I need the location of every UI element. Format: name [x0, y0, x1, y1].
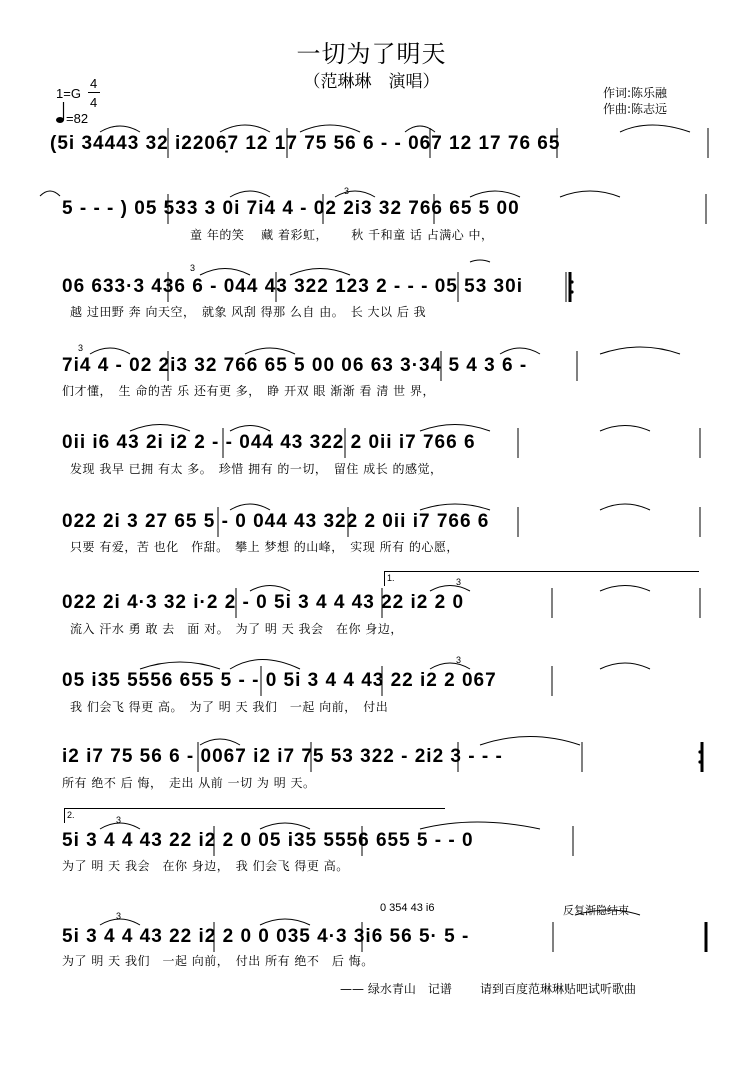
triplet-mark: 3	[344, 186, 350, 196]
lyricist-credit: 作词:陈乐融	[603, 86, 668, 100]
transcriber-credit: —— 绿水青山 记谱	[340, 982, 452, 996]
score-line-6-lyrics: 只要 有爱，苦 也化 作甜。 攀上 梦想 的山峰， 实现 所有 的心愿，	[70, 540, 459, 554]
score-line-3-notes: 06 633·3 436 6 - 044 43 322 123 2 - - - 05 53 30i	[62, 276, 523, 297]
listen-hint: 请到百度范琳琳贴吧试听歌曲	[480, 982, 637, 996]
score-line-2-lyrics: 童 年的笑 藏 着彩虹， 秋 千和童 话 占满心 中，	[190, 228, 494, 242]
triplet-mark: 3	[456, 577, 462, 587]
score-line-11-lyrics: 为了 明 天 我们 一起 向前， 付出 所有 绝不 后 悔。	[62, 954, 374, 968]
score-line-1-notes: (5i 34443 32 i2206̣7 12 17 75 56 6 - - 067 12 17 76 65	[50, 133, 561, 154]
page-subtitle: （范琳琳 演唱）	[303, 72, 440, 92]
score-line-9-notes: i2 i7 75 56 6 - 0067 i2 i7 75 53 322 - 2i2 3 - - -	[62, 746, 503, 767]
first-ending-label: 1.	[387, 573, 395, 583]
time-signature-bottom: 4	[90, 95, 98, 110]
composer-credit: 作曲:陈志远	[603, 102, 668, 116]
triplet-mark: 3	[190, 263, 196, 273]
harmony-line: 0 354 43 i6	[380, 902, 435, 914]
triplet-mark: 3	[116, 911, 122, 921]
score-line-8-notes: 05 i35 5556 655 5 - - 0 5i 3 4 4 43 22 i2 2 067	[62, 670, 497, 691]
score-line-10-notes: 5i 3 4 4 43 22 i2 2 0 05 i35 5556 655 5 - - 0	[62, 830, 474, 851]
score-line-7-lyrics: 流入 汗水 勇 敢 去 面 对。 为了 明 天 我会 在你 身边，	[70, 622, 403, 636]
tempo-marking: =82	[66, 111, 89, 126]
triplet-mark: 3	[116, 815, 122, 825]
score-line-5-lyrics: 发现 我早 已拥 有太 多。 珍惜 拥有 的一切， 留住 成长 的感觉，	[70, 462, 443, 476]
page-title: 一切为了明天	[296, 40, 447, 68]
score-line-2-notes: 5 - - - ) 05 533 3 0i 7i4 4 - 02 2i3 32 766 65 5 00	[62, 198, 520, 219]
key-signature: 1=G	[56, 86, 81, 101]
triplet-mark: 3	[456, 655, 462, 665]
score-line-6-notes: 022 2i 3 27 65 5 - 0 044 43 322 2 0ii i7 766 6	[62, 511, 490, 532]
score-line-9-lyrics: 所有 绝不 后 悔， 走出 从前 一切 为 明 天。	[62, 776, 316, 790]
score-line-7-notes: 022 2i 4·3 32 i·2 2 - 0 5i 3 4 4 43 22 i2 2 0	[62, 592, 465, 613]
score-line-4-lyrics: 们才懂， 生 命的苦 乐 还有更 多， 睁 开双 眼 渐渐 看 清 世 界，	[62, 384, 435, 398]
score-line-4-notes: 7i4 4 - 02 2i3 32 766 65 5 00 06 63 3·34 5 4 3 6 -	[62, 355, 528, 376]
score-line-8-lyrics: 我 们会飞 得更 高。 为了 明 天 我们 一起 向前， 付出	[70, 700, 389, 714]
time-signature-top: 4	[90, 76, 98, 91]
score-line-5-notes: 0ii i6 43 2i i2 2 - - 044 43 322 2 0ii i7 766 6	[62, 432, 476, 453]
score-line-10-lyrics: 为了 明 天 我会 在你 身边， 我 们会飞 得更 高。	[62, 859, 349, 873]
fade-instruction: 反复渐隐结束	[563, 904, 629, 917]
score-line-11-notes: 5i 3 4 4 43 22 i2 2 0 0 035 4·3 3i6 56 5· 5 -	[62, 926, 470, 947]
triplet-mark: 3	[78, 343, 84, 353]
second-ending-label: 2.	[67, 810, 75, 820]
score-line-3-lyrics: 越 过田野 奔 向天空， 就象 风刮 得那 么自 由。 长 大以 后 我	[70, 305, 427, 319]
